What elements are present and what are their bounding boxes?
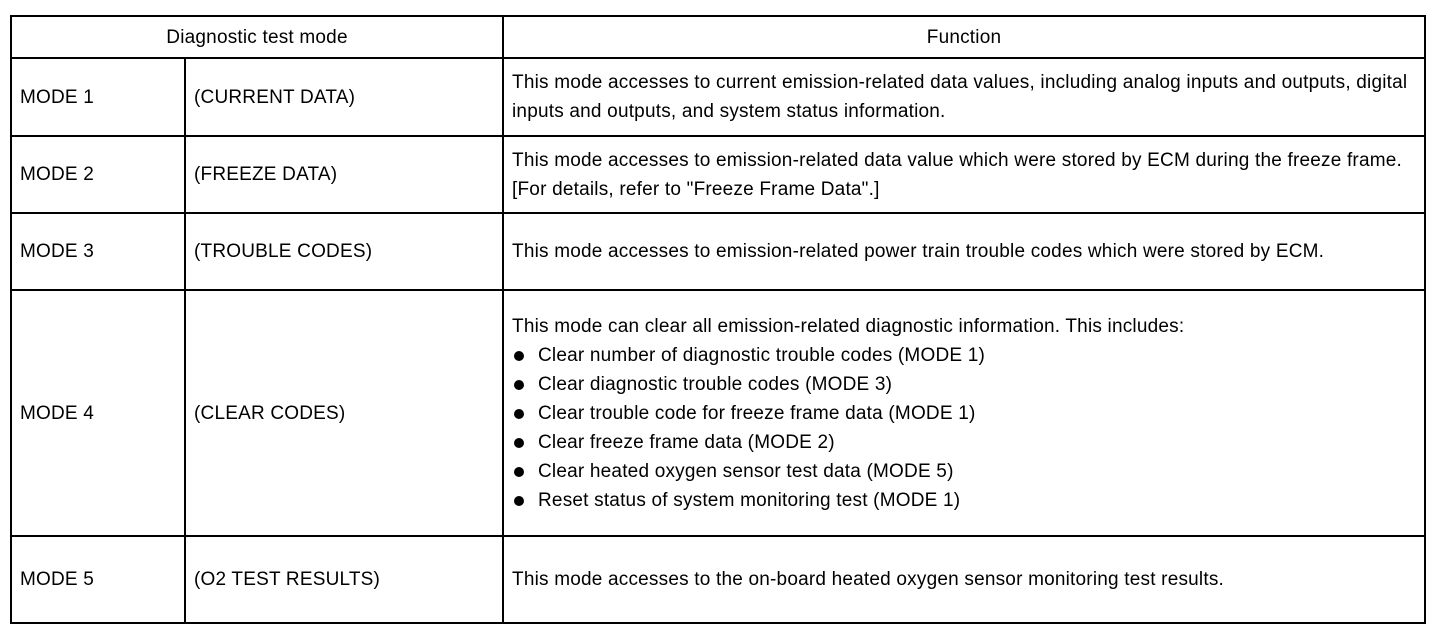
function-cell: This mode accesses to emission-related data value which were stored by ECM during the freeze frame. [For details, refer to "Freeze Frame Data".]: [503, 136, 1425, 213]
table-row: [11, 213, 1425, 290]
mode-name-cell: (CURRENT DATA): [185, 58, 503, 136]
list-item: Clear number of diagnostic trouble codes (MODE 1): [512, 341, 1416, 370]
mode-name-cell: (TROUBLE CODES): [185, 213, 503, 290]
diagnostic-mode-table: [10, 15, 1426, 624]
list-item: Clear freeze frame data (MODE 2): [512, 428, 1416, 457]
function-cell: This mode accesses to emission-related power train trouble codes which were stored by ECM.: [503, 213, 1425, 290]
header-function: Function: [503, 16, 1425, 58]
header-diagnostic-test-mode: Diagnostic test mode: [11, 16, 503, 58]
list-item: Reset status of system monitoring test (MODE 1): [512, 486, 1416, 515]
list-item: Clear trouble code for freeze frame data (MODE 1): [512, 399, 1416, 428]
function-cell: This mode accesses to current emission-related data values, including analog inputs and outputs, digital inputs and outputs, and system status information.: [503, 58, 1425, 136]
mode-number-cell: MODE 4: [11, 290, 185, 536]
mode-name-cell: (O2 TEST RESULTS): [185, 536, 503, 623]
mode-name-cell: (FREEZE DATA): [185, 136, 503, 213]
mode-number-cell: MODE 3: [11, 213, 185, 290]
clear-items-list: [512, 341, 1416, 515]
header-row: [11, 16, 1425, 58]
table-row: [11, 536, 1425, 623]
list-item: Clear heated oxygen sensor test data (MODE 5): [512, 457, 1416, 486]
function-cell: [503, 290, 1425, 536]
mode-number-cell: MODE 2: [11, 136, 185, 213]
list-item: Clear diagnostic trouble codes (MODE 3): [512, 370, 1416, 399]
function-intro-text: This mode can clear all emission-related diagnostic information. This includes:: [512, 315, 1185, 337]
table-row: [11, 290, 1425, 536]
mode-number-cell: MODE 5: [11, 536, 185, 623]
function-cell: This mode accesses to the on-board heated oxygen sensor monitoring test results.: [503, 536, 1425, 623]
table-row: [11, 136, 1425, 213]
mode-number-cell: MODE 1: [11, 58, 185, 136]
mode-name-cell: (CLEAR CODES): [185, 290, 503, 536]
table-row: [11, 58, 1425, 136]
